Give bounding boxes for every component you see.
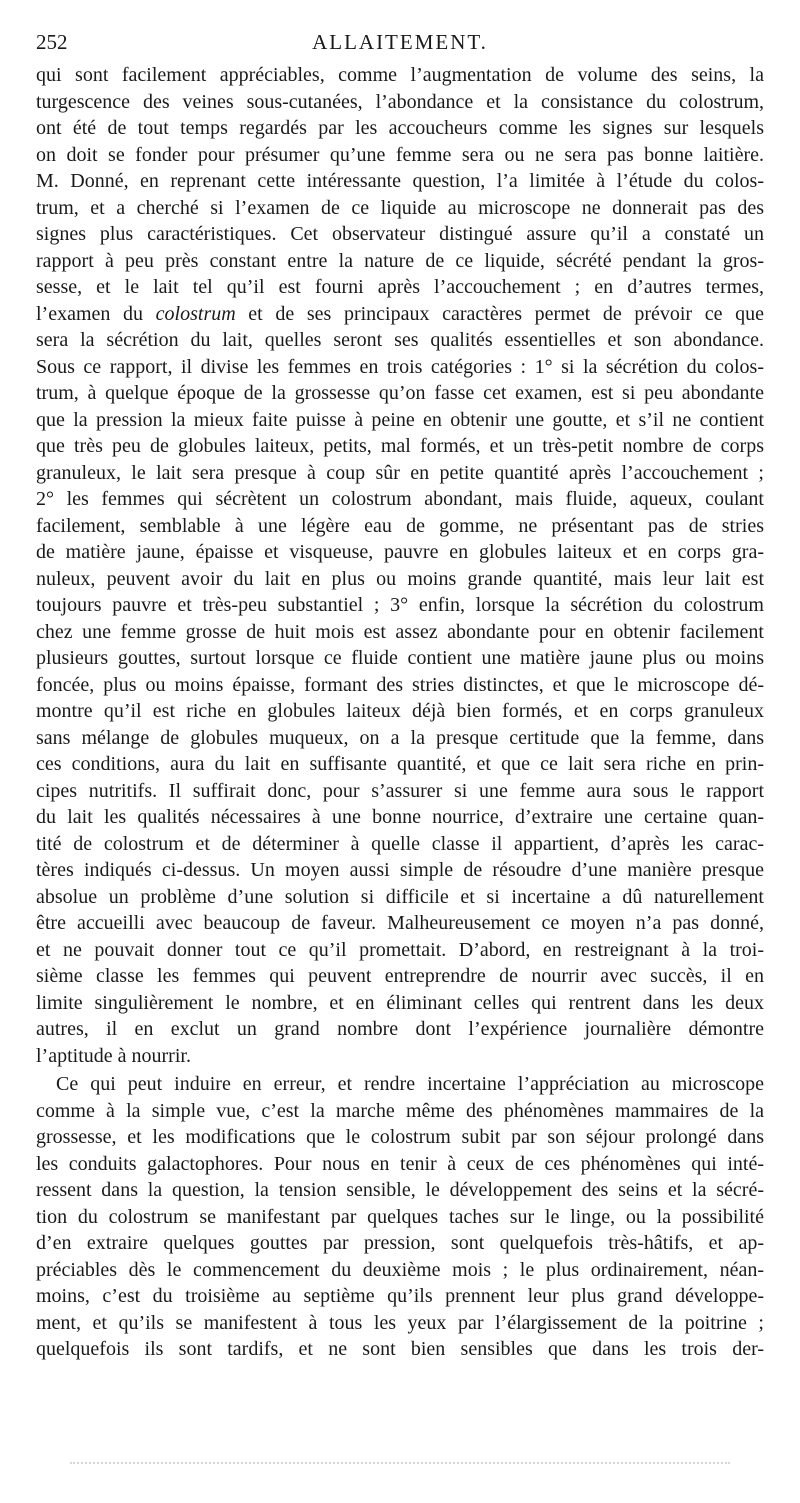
text-line: sième classe les femmes qui peuvent entreprendre de nourrir avec succès, il en [36,965,764,987]
text-line: Ce qui peut induire en erreur, et rendre incertaine l’appréciation au microscope [56,1073,764,1095]
text-line: on doit se fonder pour présumer qu’une femme sera ou ne sera pas bonne laitière. [36,143,764,166]
running-head: ALLAITEMENT. [312,30,488,54]
text-line: Sous ce rapport, il divise les femmes en trois catégories : 1° si la sécrétion du colos- [36,355,764,378]
text-line: que très peu de globules laiteux, petits, mal formés, et un très-petit nombre de corps [36,435,764,457]
bottom-scan-artifact [70,1462,730,1470]
text-line: trum, à quelque époque de la grossesse qu’on fasse cet examen, est si peu abondante [36,382,764,404]
text-line: 2° les femmes qui sécrètent un colostrum abondant, mais fluide, aqueux, coulant [36,488,764,510]
text-line: être accueilli avec beaucoup de faveur. Malheureusement ce moyen n’a pas donné, [36,912,764,934]
text-line: sera la sécrétion du lait, quelles seront ses qualités essentielles et son abondance. [36,329,764,351]
text-line: l’examen du colostrum et de ses principaux caractères permet de prévoir ce que [36,302,764,325]
text-line: ment, et qu’ils se manifestent à tous les yeux par l’élargissement de la poitrine ; [36,1311,764,1334]
text-line: plusieurs gouttes, surtout lorsque ce fluide contient une matière jaune plus ou moins [36,647,764,669]
text-line: trum, et a cherché si l’examen de ce liquide au microscope ne donnerait pas des [36,196,764,219]
text-line: que la pression la mieux faite puisse à peine en obtenir une goutte, et s’il ne contient [36,408,764,431]
text-line: du lait les qualités nécessaires à une bonne nourrice, d’extraire une certaine quan- [36,806,764,828]
text-line: absolue un problème d’une solution si difficile et si incertaine a dû naturellement [36,885,764,908]
text-line: M. Donné, en reprenant cette intéressante question, l’a limitée à l’étude du colos- [36,170,764,192]
text-line: moins, c’est du troisième au septième qu’ils prennent leur plus grand développe- [36,1285,764,1307]
text-line: tion du colostrum se manifestant par quelques taches sur le linge, ou la possibilité [36,1205,764,1228]
text-line: tité de colostrum et de déterminer à quelle classe il appartient, d’après les carac- [36,832,764,855]
text-line: foncée, plus ou moins épaisse, formant des stries distinctes, et que le microscope dé- [36,673,764,696]
page-header [36,28,764,56]
text-line: cipes nutritifs. Il suffirait donc, pour s’assurer si une femme aura sous le rapport [36,779,764,802]
text-line: turgescence des veines sous-cutanées, l’abondance et la consistance du colostrum, [36,90,764,113]
text-line: toujours pauvre et très-peu substantiel ; 3° enfin, lorsque la sécrétion du colostrum [36,594,764,616]
text-line: ressent dans la question, la tension sensible, le développement des seins et la sécré- [36,1179,764,1201]
text-line: facilement, semblable à une légère eau de gomme, ne présentant pas de stries [36,514,764,537]
text-line: grossesse, et les modifications que le colostrum subit par son séjour prolongé dans [36,1126,764,1148]
text-line: autres, il en exclut un grand nombre dont l’expérience journalière démontre [36,1018,764,1040]
text-line: limite singulièrement le nombre, et en éliminant celles qui rentrent dans les deux [36,991,764,1014]
text-line: tères indiqués ci-dessus. Un moyen aussi simple de résoudre d’une manière presque [36,859,764,881]
text-line: comme à la simple vue, c’est la marche même des phénomènes mammaires de la [36,1099,764,1122]
text-line: granuleux, le lait sera presque à coup sûr en petite quantité après l’accouchement ; [36,461,764,484]
text-line: les conduits galactophores. Pour nous en tenir à ceux de ces phénomènes qui inté- [36,1152,764,1175]
body-text [36,62,764,1363]
text-line: quelquefois ils sont tardifs, et ne sont bien sensibles que dans les trois der- [36,1338,764,1360]
text-line: de matière jaune, épaisse et visqueuse, pauvre en globules laiteux et en corps gra- [36,541,764,563]
text-line: sesse, et le lait tel qu’il est fourni après l’accouchement ; en d’autres termes, [36,276,764,298]
text-line: rapport à peu près constant entre la nature de ce liquide, sécrété pendant la gros- [36,249,764,272]
text-line: et ne pouvait donner tout ce qu’il promettait. D’abord, en restreignant à la troi- [36,938,764,961]
text-line: ont été de tout temps regardés par les accoucheurs comme les signes sur lesquels [36,117,764,139]
text-line: sans mélange de globules muqueux, on a la presque certitude que la femme, dans [36,726,764,749]
text-line: préciables dès le commencement du deuxième mois ; le plus ordinairement, néan- [36,1258,764,1281]
text-line: l’aptitude à nourrir. [36,1044,191,1067]
text-line: nuleux, peuvent avoir du lait en plus ou moins grande quantité, mais leur lait est [36,567,764,590]
text-line: chez une femme grosse de huit mois est assez abondante pour en obtenir facilement [36,620,764,643]
text-line: montre qu’il est riche en globules laiteux déjà bien formés, et en corps granuleux [36,700,764,722]
text-line: ces conditions, aura du lait en suffisante quantité, et que ce lait sera riche en prin- [36,753,764,775]
text-line: qui sont facilement appréciables, comme l’augmentation de volume des seins, la [36,64,764,86]
page-number: 252 [36,30,68,54]
text-line: signes plus caractéristiques. Cet observateur distingué assure qu’il a constaté un [36,223,764,245]
text-line: d’en extraire quelques gouttes par pression, sont quelquefois très-hâtifs, et ap- [36,1232,764,1254]
